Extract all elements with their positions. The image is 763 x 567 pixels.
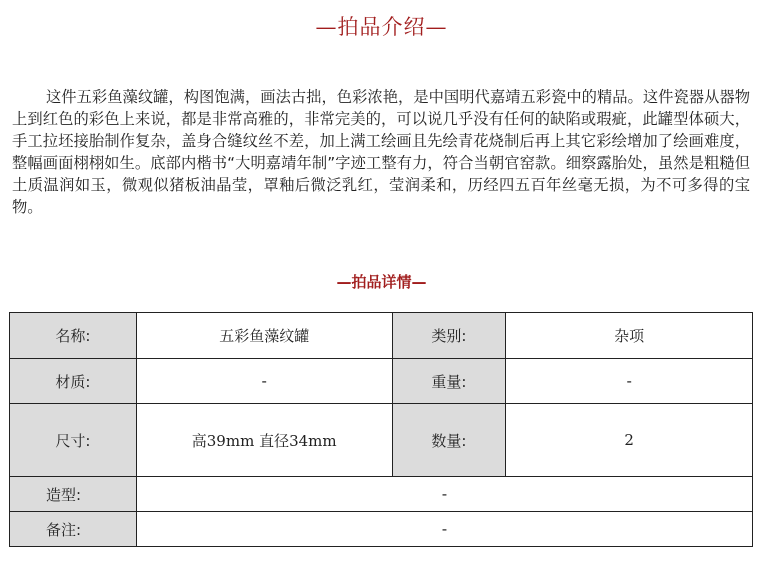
table-row <box>10 512 753 547</box>
category-value: 杂项 <box>506 313 753 359</box>
quantity-value: 2 <box>506 404 753 477</box>
remark-value: - <box>136 512 752 547</box>
weight-label: 重量: <box>392 359 506 404</box>
table-row <box>10 477 753 512</box>
table-row <box>10 313 753 359</box>
size-label: 尺寸: <box>10 404 137 477</box>
remark-label: 备注: <box>10 512 137 547</box>
material-value: - <box>136 359 392 404</box>
table-row <box>10 359 753 404</box>
details-table <box>9 312 753 547</box>
shape-label: 造型: <box>10 477 137 512</box>
name-value: 五彩鱼藻纹罐 <box>136 313 392 359</box>
weight-value: - <box>506 359 753 404</box>
category-label: 类别: <box>392 313 506 359</box>
intro-section-title: —拍品介绍— <box>315 15 448 39</box>
shape-value: - <box>136 477 752 512</box>
intro-paragraph: 这件五彩鱼藻纹罐，构图饱满，画法古拙，色彩浓艳，是中国明代嘉靖五彩瓷中的精品。这件瓷器从器物上到红色的彩色上来说，都是非常高雅的，非常完美的，可以说几乎没有任何的缺陷或瑕疵，此罐型体硕大，手工拉坯接胎制作复杂，盖身合缝纹丝不差，加上满工绘画且先绘青花烧制后再上其它彩绘增加了绘画难度，整幅画面栩栩如生。底部内楷书“大明嘉靖年制”字迹工整有力，符合当朝官窑款。细察露胎处，虽然是粗糙但土质温润如玉，微观似猪板油晶莹，罩釉后微泛乳红，莹润柔和，历经四五百年丝毫无损，为不可多得的宝物。 <box>12 88 750 216</box>
details-section-title: —拍品详情— <box>336 273 427 291</box>
name-label: 名称: <box>10 313 137 359</box>
quantity-label: 数量: <box>392 404 506 477</box>
material-label: 材质: <box>10 359 137 404</box>
table-row <box>10 404 753 477</box>
size-value: 高39mm 直径34mm <box>136 404 392 477</box>
